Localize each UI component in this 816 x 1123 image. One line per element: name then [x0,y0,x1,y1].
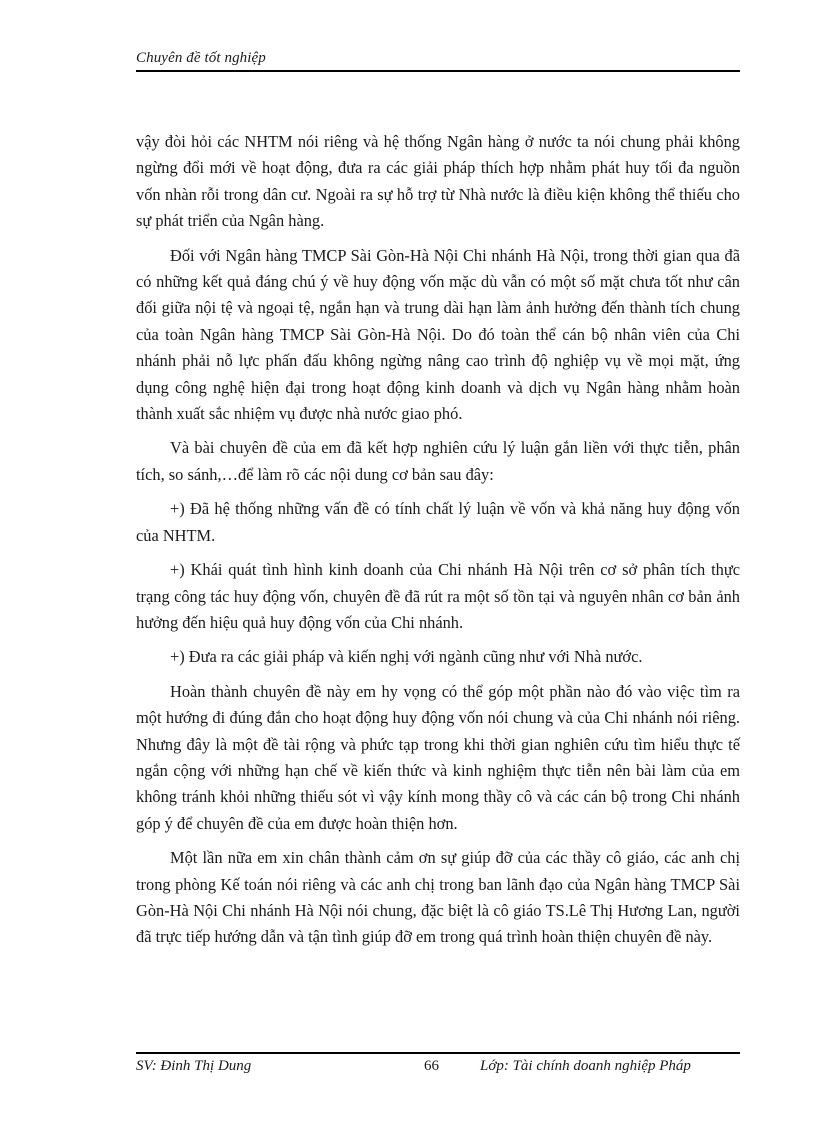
footer-student: SV: Đinh Thị Dung [136,1058,252,1074]
document-body [136,129,740,959]
paragraph: Hoàn thành chuyên đề này em hy vọng có thể góp một phần nào đó vào việc tìm ra một hướng đi đúng đắn cho hoạt động huy động vốn nói chung và của Chi nhánh nói riêng. Nhưng đây là một đề tài rộng và phức tạp trong khi thời gian nghiên cứu tìm hiểu thực tế ngắn cộng với những hạn chế về kiến thức và kinh nghiệm thực tiễn nên bài làm của em không tránh khỏi những thiếu sót vì vậy kính mong thầy cô và các cán bộ trong Chi nhánh góp ý để chuyên đề của em được hoàn thiện hơn. [136,681,740,833]
list-item: +) Khái quát tình hình kinh doanh của Chi nhánh Hà Nội trên cơ sở phân tích thực trạng công tác huy động vốn, chuyên đề đã rút ra một số tồn tại và nguyên nhân cơ bản ảnh hưởng đến hiệu quả huy động vốn của Chi nhánh. [136,560,740,632]
header-title: Chuyên đề tốt nghiệp [136,50,266,66]
footer-class: Lớp: Tài chính doanh nghiệp Pháp [480,1058,691,1074]
paragraph: Đối với Ngân hàng TMCP Sài Gòn-Hà Nội Chi nhánh Hà Nội, trong thời gian qua đã có những kết quả đáng chú ý về huy động vốn mặc dù vẫn có một số mặt chưa tốt như cân đối giữa nội tệ và ngoại tệ, ngắn hạn và trung dài hạn làm ảnh hưởng đến thành tích chung của toàn Ngân hàng TMCP Sài Gòn-Hà Nội. Do đó toàn thể cán bộ nhân viên của Chi nhánh phải nỗ lực phấn đấu không ngừng nâng cao trình độ nghiệp vụ về mọi mặt, ứng dụng công nghệ hiện đại trong hoạt động kinh doanh và dịch vụ Ngân hàng nhằm hoàn thành xuất sắc nhiệm vụ được nhà nước giao phó. [136,245,740,424]
list-item: +) Đưa ra các giải pháp và kiến nghị với ngành cũng như với Nhà nước. [170,647,643,667]
paragraph: Và bài chuyên đề của em đã kết hợp nghiên cứu lý luận gắn liền với thực tiễn, phân tích, so sánh,…để làm rõ các nội dung cơ bản sau đây: [136,438,740,484]
paragraph-continuation: vậy đòi hỏi các NHTM nói riêng và hệ thống Ngân hàng ở nước ta nói chung phải không ngừng đổi mới về hoạt động, đưa ra các giải pháp thích hợp nhằm phát huy tối đa nguồn vốn nhàn rỗi trong dân cư. Ngoài ra sự hỗ trợ từ Nhà nước là điều kiện không thể thiếu cho sự phát triển của Ngân hàng. [136,132,740,231]
paragraph: Một lần nữa em xin chân thành cảm ơn sự giúp đỡ của các thầy cô giáo, các anh chị trong phòng Kế toán nói riêng và các anh chị trong ban lãnh đạo của Ngân hàng TMCP Sài Gòn-Hà Nội Chi nhánh Hà Nội nói chung, đặc biệt là cô giáo TS.Lê Thị Hương Lan, người đã trực tiếp hướng dẫn và tận tình giúp đỡ em trong quá trình hoàn thiện chuyên đề này. [136,848,740,947]
page-footer [136,1052,740,1080]
page-header [136,48,740,72]
page-number: 66 [424,1058,439,1074]
list-item: +) Đã hệ thống những vấn đề có tính chất lý luận về vốn và khả năng huy động vốn của NHTM. [136,499,740,545]
